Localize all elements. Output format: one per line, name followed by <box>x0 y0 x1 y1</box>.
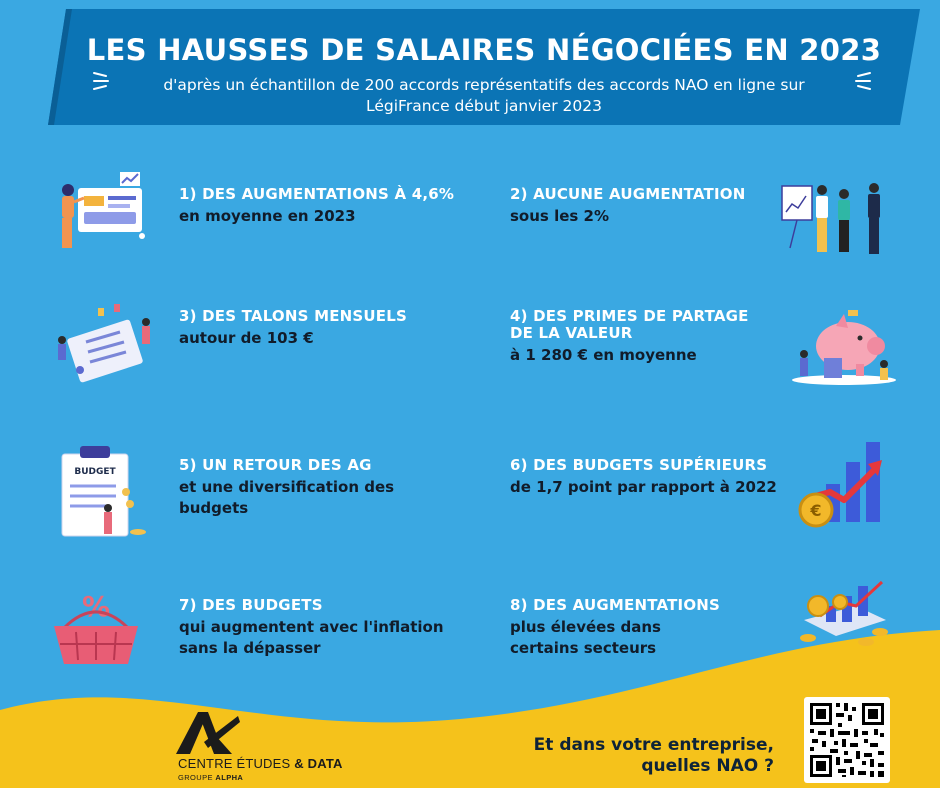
page-subtitle <box>138 75 830 117</box>
item-7-text-line-1: qui augmentent avec l'inflation <box>179 618 444 636</box>
item-7-text-line-2: sans la dépasser <box>179 639 321 657</box>
checklist-icon <box>50 300 162 386</box>
item-5-heading: 5) UN RETOUR DES AG <box>179 456 372 474</box>
svg-text:€: € <box>810 501 822 520</box>
item-2-heading: 2) AUCUNE AUGMENTATION <box>510 185 746 203</box>
cta-line-1: Et dans votre entreprise, <box>533 735 774 755</box>
subtitle-line-1: d'après un échantillon de 200 accords représentatifs des accords NAO en ligne sur <box>163 76 805 94</box>
item-6-text: de 1,7 point par rapport à 2022 <box>510 478 777 496</box>
item-5-text-line-2: budgets <box>179 499 249 517</box>
qr-code-icon <box>804 697 890 783</box>
item-3-heading: 3) DES TALONS MENSUELS <box>179 307 407 325</box>
subtitle-line-2: LégiFrance début janvier 2023 <box>366 97 602 115</box>
sparkle-right-icon <box>846 65 872 95</box>
item-2 <box>510 186 810 227</box>
call-to-action <box>534 735 774 777</box>
qr-code[interactable] <box>804 697 890 783</box>
header-banner <box>48 9 920 125</box>
analytics-dashboard-icon <box>50 168 152 254</box>
item-5-text-line-1: et une diversification des <box>179 478 395 496</box>
footer-wave <box>0 630 940 788</box>
item-3 <box>179 308 479 349</box>
item-1-heading: 1) DES AUGMENTATIONS À 4,6% <box>179 185 455 203</box>
item-5 <box>179 457 479 519</box>
item-8-heading: 8) DES AUGMENTATIONS <box>510 596 721 614</box>
item-8-text-line-2: certains secteurs <box>510 639 657 657</box>
budget-label: BUDGET <box>74 467 116 477</box>
item-4-heading-line-1: 4) DES PRIMES DE PARTAGE <box>510 307 749 325</box>
team-meeting-icon <box>778 168 890 260</box>
sparkle-left-icon <box>92 65 118 95</box>
item-1-text: en moyenne en 2023 <box>179 207 356 225</box>
item-2-text: sous les 2% <box>510 207 609 225</box>
item-5-text <box>179 477 479 519</box>
budget-document-icon <box>54 442 150 538</box>
coins-growth-icon <box>796 576 894 652</box>
item-4-heading <box>510 308 810 342</box>
item-6 <box>510 457 810 498</box>
growth-chart-icon <box>794 438 890 534</box>
logo-icon <box>176 712 240 754</box>
item-8-text-line-1: plus élevées dans <box>510 618 661 636</box>
item-4 <box>510 308 810 366</box>
item-4-heading-line-2: DE LA VALEUR <box>510 324 633 342</box>
item-1 <box>179 186 479 227</box>
page-title: LES HAUSSES DE SALAIRES NÉGOCIÉES EN 2023 <box>86 33 882 67</box>
item-6-heading: 6) DES BUDGETS SUPÉRIEURS <box>510 456 768 474</box>
cta-line-2: quelles NAO ? <box>641 756 774 776</box>
piggy-bank-icon <box>788 306 898 386</box>
logo-text: CENTRE ÉTUDES & DATA <box>178 756 343 771</box>
item-7-heading: 7) DES BUDGETS <box>179 596 323 614</box>
item-4-text: à 1 280 € en moyenne <box>510 346 697 364</box>
logo-subtext: GROUPE ALPHA <box>178 773 244 782</box>
svg-text:%: % <box>81 590 111 623</box>
item-3-text: autour de 103 € <box>179 329 314 347</box>
